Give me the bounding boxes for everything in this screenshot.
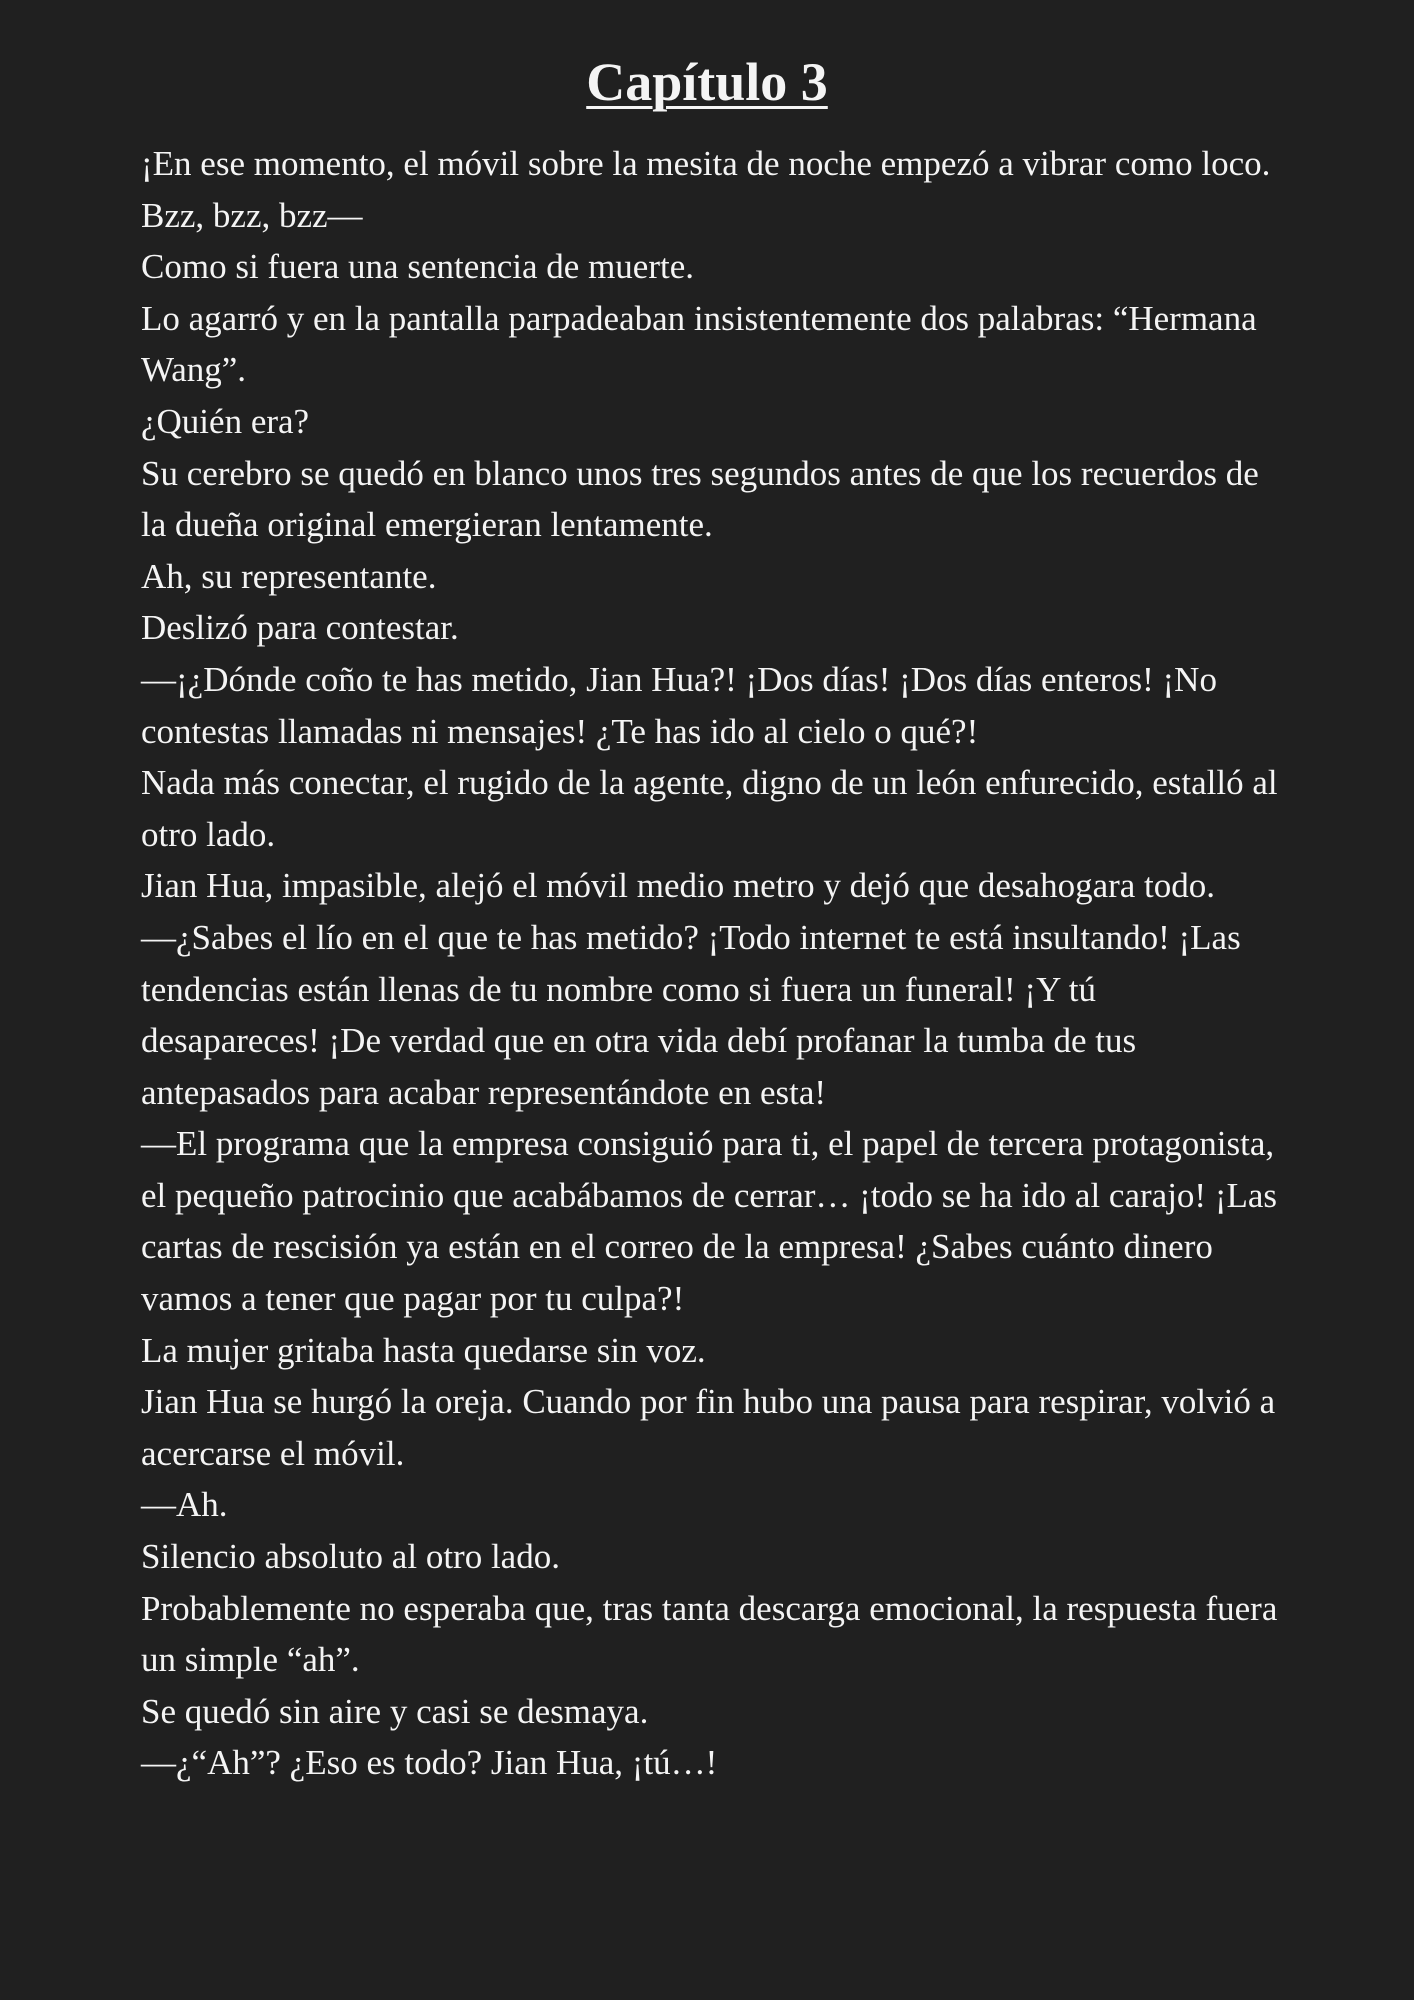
paragraph: Lo agarró y en la pantalla parpadeaban insistentemente dos palabras: “Hermana Wang”. (141, 298, 1257, 390)
paragraph: La mujer gritaba hasta quedarse sin voz. (141, 1330, 706, 1370)
paragraph: Probablemente no esperaba que, tras tanta descarga emocional, la respuesta fuera un simple “ah”. (141, 1588, 1278, 1680)
paragraph: Su cerebro se quedó en blanco unos tres segundos antes de que los recuerdos de la dueña original emergieran lentamente. (141, 453, 1259, 545)
paragraph: ¡En ese momento, el móvil sobre la mesita de noche empezó a vibrar como loco. (141, 144, 1271, 183)
paragraph: Nada más conectar, el rugido de la agente, digno de un león enfurecido, estalló al otro lado. (141, 763, 1278, 854)
paragraph: —Ah. (141, 1485, 228, 1525)
paragraph: Jian Hua, impasible, alejó el móvil medio metro y dejó que desahogara todo. (141, 866, 1216, 906)
paragraph: —¡¿Dónde coño te has metido, Jian Hua?! ¡Dos días! ¡Dos días enteros! ¡No contestas llamadas ni mensajes! ¿Te has ido al cielo o qué?! (141, 659, 1217, 751)
paragraph: Jian Hua se hurgó la oreja. Cuando por fin hubo una pausa para respirar, volvió a acercarse el móvil. (141, 1382, 1276, 1473)
paragraph: Como si fuera una sentencia de muerte. (141, 247, 694, 287)
paragraph: Se quedó sin aire y casi se desmaya. (141, 1691, 649, 1731)
paragraph: —¿“Ah”? ¿Eso es todo? Jian Hua, ¡tú…! (141, 1743, 718, 1783)
paragraph: Deslizó para contestar. (141, 608, 459, 648)
paragraph: ¿Quién era? (141, 401, 310, 441)
chapter-title (0, 50, 1414, 114)
paragraph: Ah, su representante. (141, 556, 437, 596)
paragraph: —El programa que la empresa consiguió para ti, el papel de tercera protagonista, el pequeño patrocinio que acabábamos de cerrar… ¡todo se ha ido al carajo! ¡Las cartas de rescisión ya están en el correo de la empresa! ¿Sabes cuánto dinero vamos a tener que pagar por tu culpa?! (141, 1124, 1278, 1319)
paragraph: Bzz, bzz, bzz— (141, 195, 363, 235)
paragraph: —¿Sabes el lío en el que te has metido? ¡Todo internet te está insultando! ¡Las tendencias están llenas de tu nombre como si fuera un funeral! ¡Y tú desapareces! ¡De verdad que en otra vida debí profanar la tumba de tus antepasados para acabar representándote en esta! (141, 917, 1241, 1112)
paragraph: Silencio absoluto al otro lado. (141, 1537, 560, 1577)
chapter-title-text: Capítulo 3 (586, 52, 828, 112)
chapter-body (141, 138, 1281, 1789)
